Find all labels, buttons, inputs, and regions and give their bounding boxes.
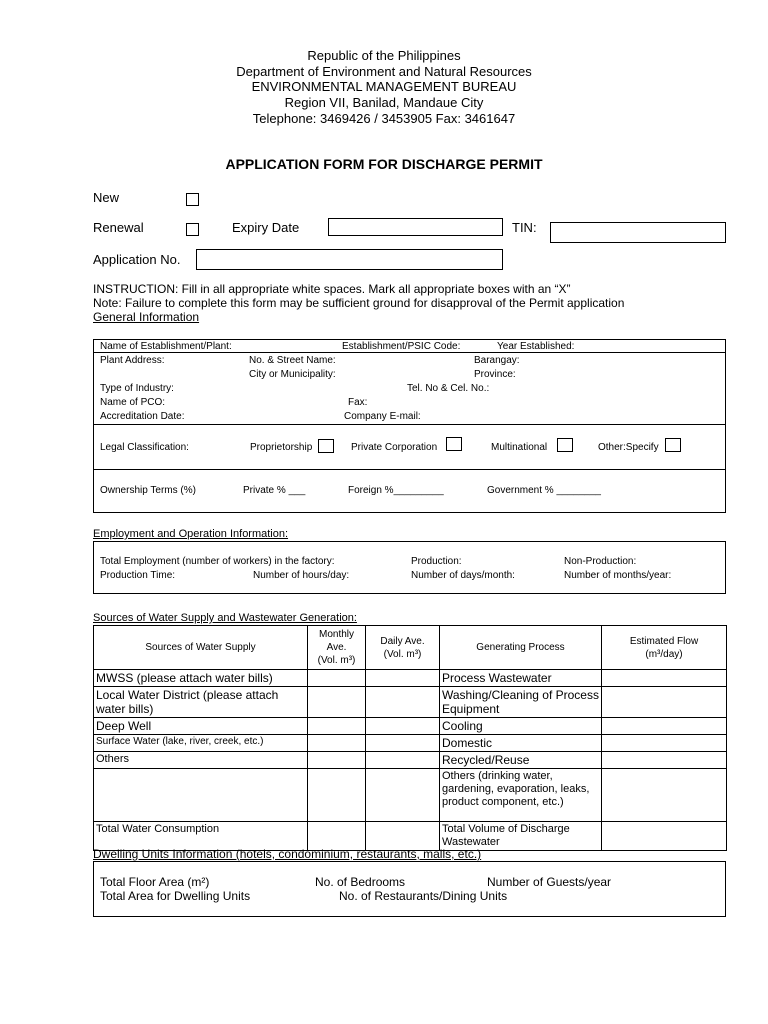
header-line-4: Region VII, Banilad, Mandaue City	[284, 95, 484, 110]
tin-field[interactable]	[550, 222, 726, 243]
monthly-cell[interactable]	[308, 735, 366, 752]
process-cell: Cooling	[440, 718, 602, 735]
flow-cell[interactable]	[602, 718, 727, 735]
process-cell: Domestic	[440, 735, 602, 752]
production-time-label: Production Time:	[100, 570, 176, 581]
general-info-heading: General Information	[93, 310, 200, 324]
process-cell: Recycled/Reuse	[440, 752, 602, 769]
source-cell: Deep Well	[94, 718, 308, 735]
water-supply-table	[93, 625, 727, 851]
source-cell: MWSS (please attach water bills)	[94, 670, 308, 687]
header-line-2: Department of Environment and Natural Resources	[236, 64, 532, 79]
barangay-label: Barangay:	[474, 355, 520, 366]
renewal-label: Renewal	[93, 220, 144, 235]
daily-cell[interactable]	[366, 670, 440, 687]
process-cell: Total Volume of Discharge Wastewater	[440, 822, 602, 851]
province-label: Province:	[474, 369, 516, 380]
process-cell: Process Wastewater	[440, 670, 602, 687]
note-text: Note: Failure to complete this form may be sufficient ground for disapproval of the Permit application	[93, 296, 625, 310]
tin-label: TIN:	[512, 220, 537, 235]
col-flow: Estimated Flow (m³/day)	[602, 626, 727, 670]
months-year-label: Number of months/year:	[564, 570, 672, 581]
col-process: Generating Process	[440, 626, 602, 670]
col-daily: Daily Ave. (Vol. m³)	[366, 626, 440, 670]
source-cell: Surface Water (lake, river, creek, etc.)	[94, 735, 308, 752]
floor-area-label: Total Floor Area (m²)	[100, 875, 210, 889]
private-corporation-checkbox[interactable]	[446, 437, 462, 451]
city-label: City or Municipality:	[249, 369, 336, 380]
daily-cell[interactable]	[366, 687, 440, 718]
divider	[93, 424, 726, 425]
flow-cell[interactable]	[602, 735, 727, 752]
dwelling-heading: Dwelling Units Information (hotels, condominium, restaurants, malls, etc.)	[93, 847, 482, 861]
application-no-field[interactable]	[196, 249, 503, 270]
days-month-label: Number of days/month:	[411, 570, 515, 581]
source-cell: Others	[94, 752, 308, 769]
daily-cell[interactable]	[366, 769, 440, 822]
header-line-5: Telephone: 3469426 / 3453905 Fax: 3461647	[252, 111, 516, 126]
source-cell	[94, 769, 308, 822]
expiry-date-field[interactable]	[328, 218, 503, 236]
establishment-name-label: Name of Establishment/Plant:	[100, 341, 232, 352]
guests-label: Number of Guests/year	[487, 875, 612, 889]
tel-label: Tel. No & Cel. No.:	[407, 383, 490, 394]
email-label: Company E-mail:	[344, 411, 421, 422]
foreign-percent-field[interactable]: Foreign %_________	[348, 485, 444, 496]
header-line-3: ENVIRONMENTAL MANAGEMENT BUREAU	[251, 79, 517, 94]
dwelling-area-label: Total Area for Dwelling Units	[100, 889, 251, 903]
proprietorship-label: Proprietorship	[250, 442, 313, 453]
process-cell: Washing/Cleaning of Process Equipment	[440, 687, 602, 718]
header-line-1: Republic of the Philippines	[307, 48, 461, 63]
instruction-text: INSTRUCTION: Fill in all appropriate white spaces. Mark all appropriate boxes with an “X”	[93, 282, 571, 296]
table-row	[94, 735, 727, 752]
renewal-checkbox[interactable]	[186, 223, 199, 236]
table-row	[94, 769, 727, 822]
flow-cell[interactable]	[602, 822, 727, 851]
multinational-checkbox[interactable]	[557, 438, 573, 452]
production-label: Production:	[411, 556, 462, 567]
psic-code-label: Establishment/PSIC Code:	[342, 341, 461, 352]
new-label: New	[93, 190, 120, 205]
monthly-cell[interactable]	[308, 670, 366, 687]
divider	[93, 469, 726, 470]
hours-day-label: Number of hours/day:	[253, 570, 350, 581]
monthly-cell[interactable]	[308, 718, 366, 735]
expiry-date-label: Expiry Date	[232, 220, 300, 235]
monthly-cell[interactable]	[308, 769, 366, 822]
new-checkbox[interactable]	[186, 193, 199, 206]
table-row	[94, 670, 727, 687]
other-specify-checkbox[interactable]	[665, 438, 681, 452]
restaurants-label: No. of Restaurants/Dining Units	[339, 889, 508, 903]
private-percent-field[interactable]: Private % ___	[243, 485, 306, 496]
street-label: No. & Street Name:	[249, 355, 336, 366]
plant-address-label: Plant Address:	[100, 355, 165, 366]
legal-classification-label: Legal Classification:	[100, 442, 189, 453]
daily-cell[interactable]	[366, 752, 440, 769]
multinational-label: Multinational	[491, 442, 548, 453]
water-heading: Sources of Water Supply and Wastewater Generation:	[93, 612, 357, 624]
source-cell: Total Water Consumption	[94, 822, 308, 851]
flow-cell[interactable]	[602, 752, 727, 769]
fax-label: Fax:	[348, 397, 368, 408]
government-percent-field[interactable]: Government % ________	[487, 485, 601, 496]
other-specify-label: Other:Specify	[598, 442, 659, 453]
table-row	[94, 687, 727, 718]
private-corporation-label: Private Corporation	[351, 442, 438, 453]
application-no-label: Application No.	[93, 252, 181, 267]
year-established-label: Year Established:	[497, 341, 575, 352]
form-title: APPLICATION FORM FOR DISCHARGE PERMIT	[225, 156, 543, 172]
table-row	[94, 718, 727, 735]
pco-name-label: Name of PCO:	[100, 397, 166, 408]
total-employment-label: Total Employment (number of workers) in the factory:	[100, 556, 335, 567]
employment-heading: Employment and Operation Information:	[93, 528, 289, 540]
non-production-label: Non-Production:	[564, 556, 637, 567]
source-cell: Local Water District (please attach water bills)	[94, 687, 308, 718]
accreditation-date-label: Accreditation Date:	[100, 411, 185, 422]
industry-type-label: Type of Industry:	[100, 383, 174, 394]
flow-cell[interactable]	[602, 687, 727, 718]
bedrooms-label: No. of Bedrooms	[315, 875, 406, 889]
monthly-cell[interactable]	[308, 752, 366, 769]
daily-cell[interactable]	[366, 718, 440, 735]
monthly-cell[interactable]	[308, 687, 366, 718]
ownership-terms-label: Ownership Terms (%)	[100, 485, 196, 496]
process-cell: Others (drinking water, gardening, evaporation, leaks, product component, etc.)	[440, 769, 602, 822]
proprietorship-checkbox[interactable]	[318, 439, 334, 453]
table-header-row	[94, 626, 727, 670]
flow-cell[interactable]	[602, 670, 727, 687]
daily-cell[interactable]	[366, 735, 440, 752]
col-monthly: Monthly Ave. (Vol. m³)	[308, 626, 366, 670]
flow-cell[interactable]	[602, 769, 727, 822]
table-row	[94, 752, 727, 769]
col-sources: Sources of Water Supply	[94, 626, 308, 670]
